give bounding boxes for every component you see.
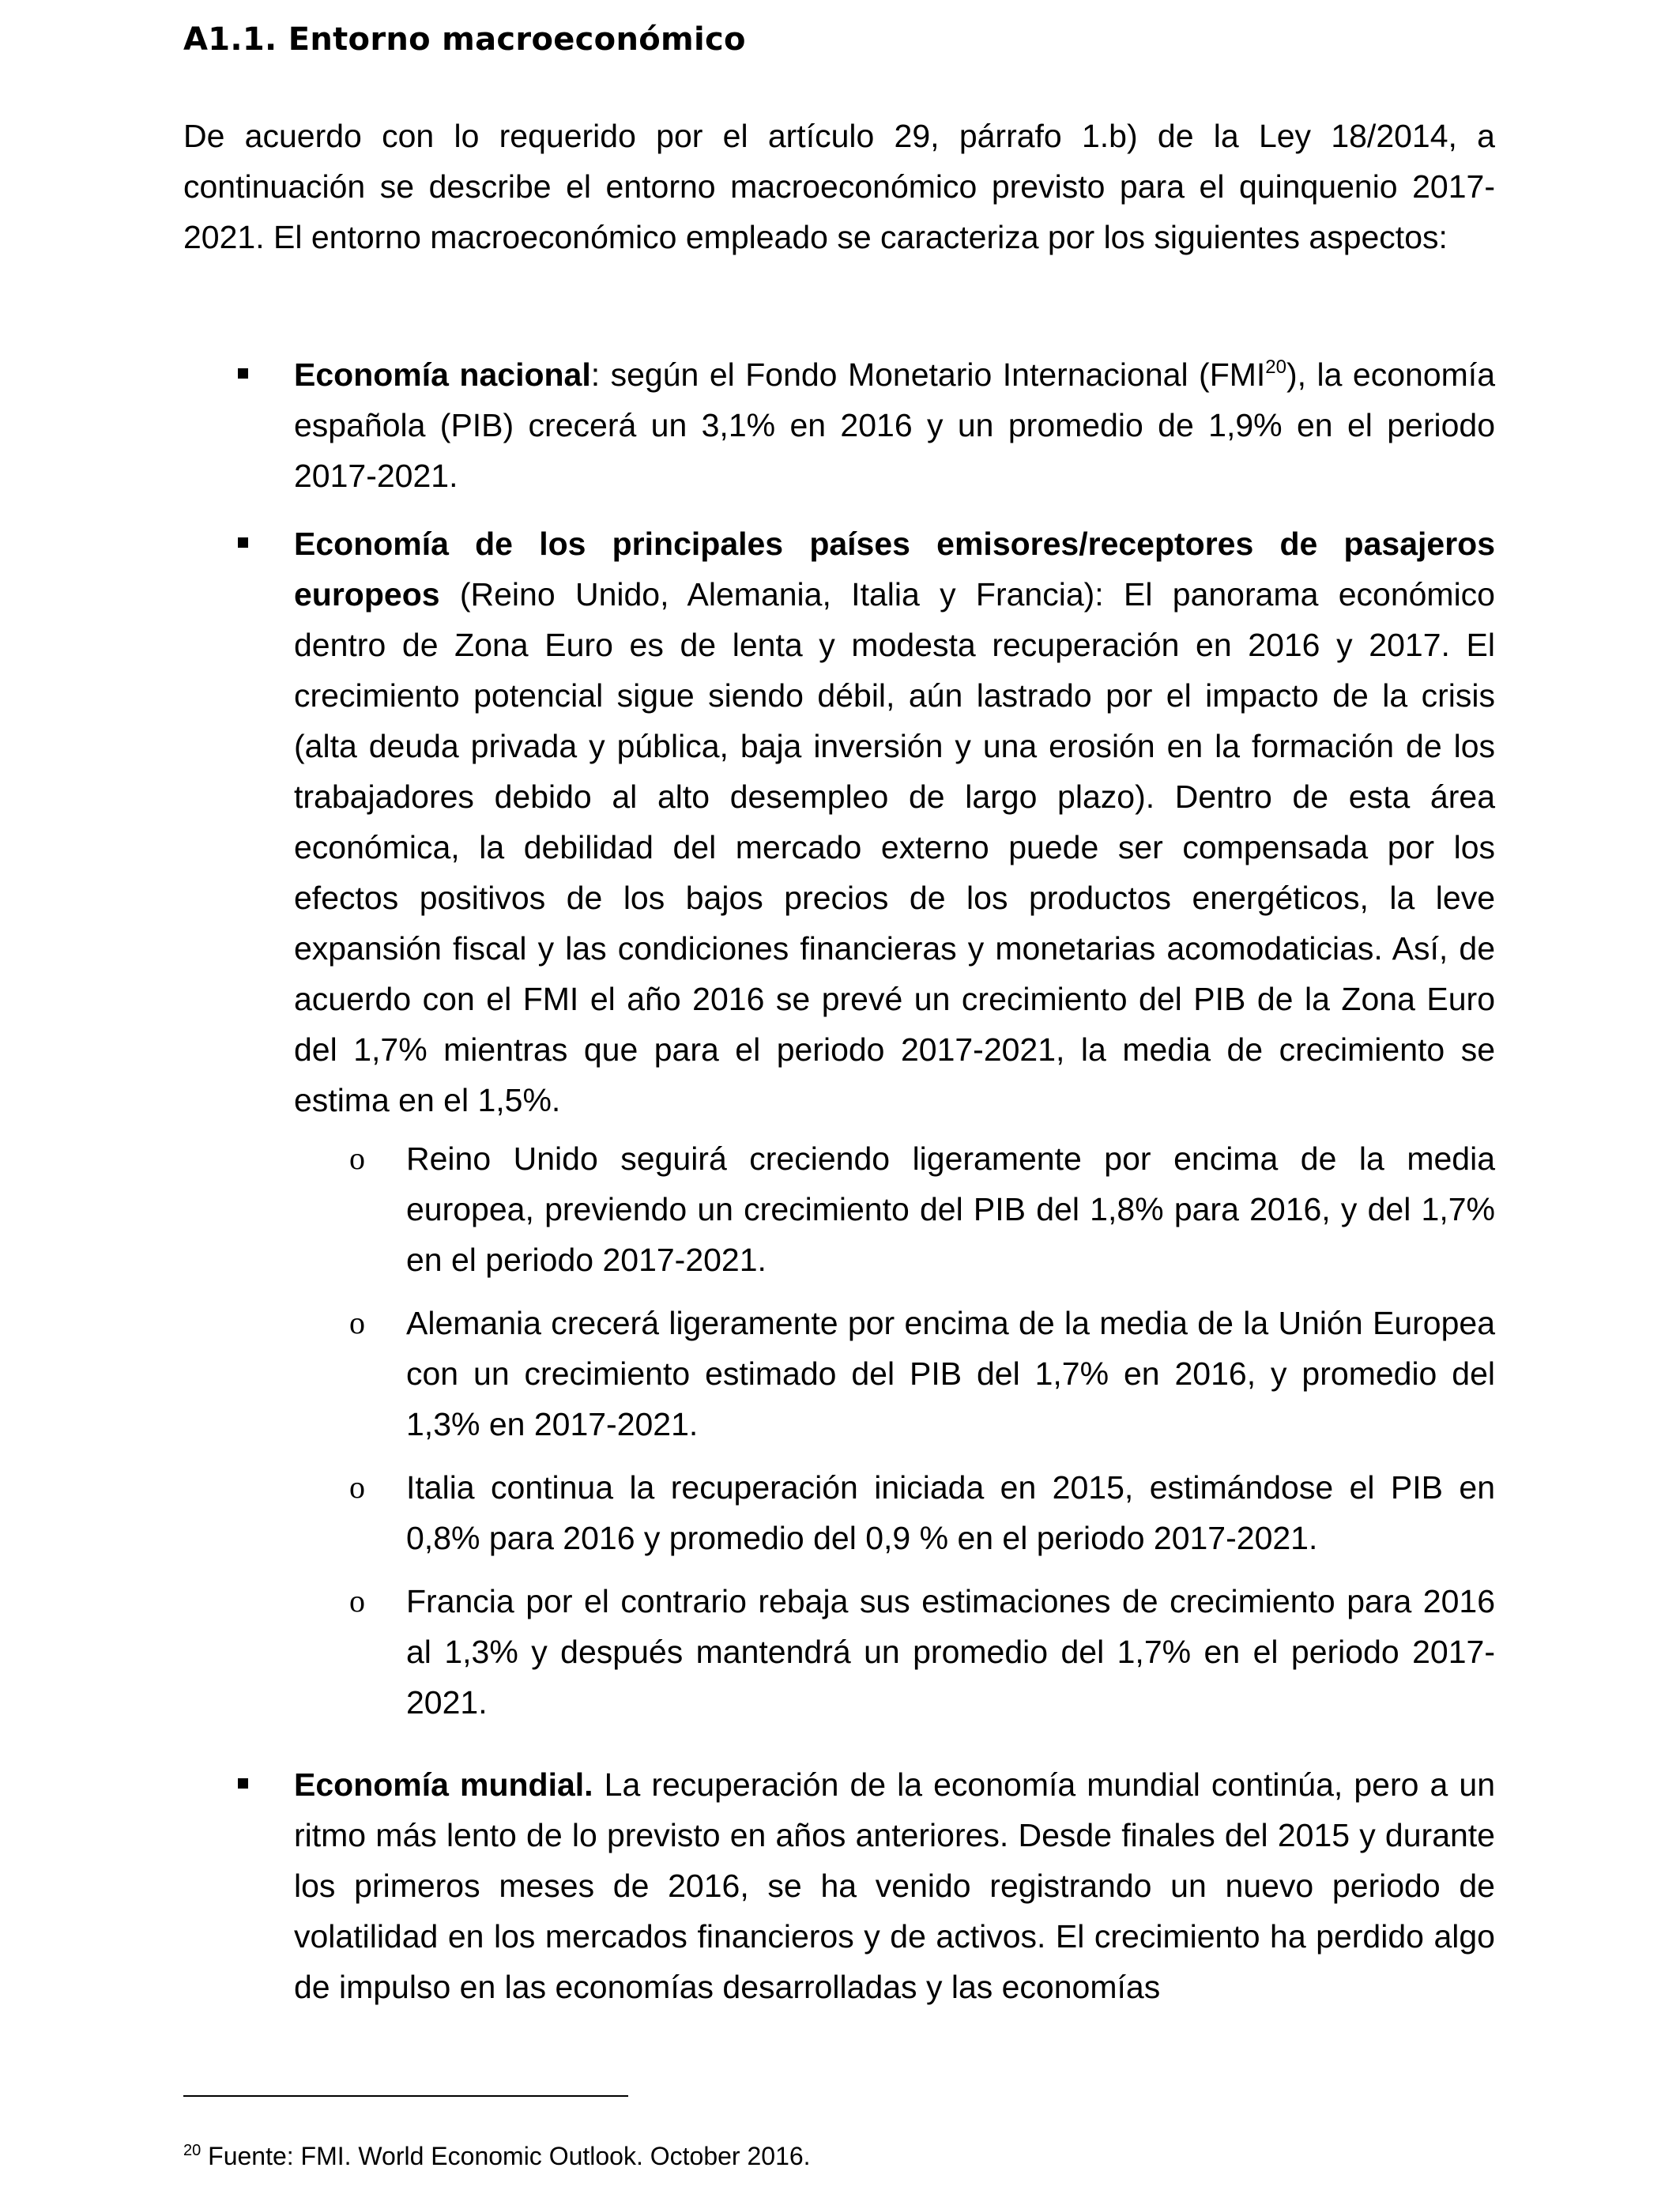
footnote-number: 20 <box>183 2142 202 2159</box>
section-heading: A1.1. Entorno macroeconómico <box>183 21 746 58</box>
bullet-paragraph <box>294 1759 1495 2012</box>
sub-item-text: Italia continua la recuperación iniciada en 2015, estimándose el PIB en 0,8% para 2016 y promedio del 0,9 % en el periodo 2017-2021. <box>406 1469 1495 1556</box>
bullet-lead: Economía nacional <box>294 356 591 393</box>
square-bullet-icon <box>238 537 248 548</box>
bullet-text: : según el Fondo Monetario Internacional (FMI <box>590 356 1266 393</box>
sub-item-reino-unido <box>349 1133 1495 1285</box>
sub-item-text: Alemania crecerá ligeramente por encima de la media de la Unión Europea con un crecimiento estimado del PIB del 1,7% en 2016, y promedio del 1,3% en 2017-2021. <box>406 1305 1495 1442</box>
footnote-separator <box>183 2095 628 2097</box>
bullet-text-continued: ), la economía española (PIB) crecerá un 3,1% en 2016 y un promedio de 1,9% en el periodo 2017-2021. <box>294 356 1495 494</box>
bullet-text: (Reino Unido, Alemania, Italia y Francia): El panorama económico dentro de Zona Euro es de lenta y modesta recuperación en 2016 y 2017. El crecimiento potencial sigue siendo débil, aún lastrado por el impacto de la crisis (alta deuda privada y pública, baja inversión y una erosión en la formación de los trabajadores debido al alto desempleo de largo plazo). Dentro de esta área económica, la debilidad del mercado externo puede ser compensada por los efectos positivos de los bajos precios de los productos energéticos, la leve expansión fiscal y las condiciones financieras y monetarias acomodaticias. Así, de acuerdo con el FMI el año 2016 se prevé un crecimiento del PIB de la Zona Euro del 1,7% mientras que para el periodo 2017-2021, la media de crecimiento se estima en el 1,5%. <box>294 576 1495 1118</box>
sub-item-alemania <box>349 1298 1495 1449</box>
footnote-text: Fuente: FMI. World Economic Outlook. October 2016. <box>201 2142 811 2170</box>
bullet-paragraph <box>294 349 1495 501</box>
circle-bullet-icon: o <box>349 1140 365 1176</box>
country-sublist <box>294 1133 1495 1728</box>
bullet-paragraph <box>294 518 1495 1125</box>
sub-item-text: Reino Unido seguirá creciendo ligeramente por encima de la media europea, previendo un crecimiento del PIB del 1,8% para 2016, y del 1,7% en el periodo 2017-2021. <box>406 1140 1495 1278</box>
footnote <box>183 2139 1448 2173</box>
bullet-text: La recuperación de la economía mundial continúa, pero a un ritmo más lento de lo previsto en años anteriores. Desde finales del 2015 y durante los primeros meses de 2016, se ha venido registrando un nuevo periodo de volatilidad en los mercados financieros y de activos. El crecimiento ha perdido algo de impulso en las economías desarrolladas y las economías <box>294 1766 1495 2005</box>
bullet-lead: Economía mundial. <box>294 1766 593 1803</box>
sub-item-text: Francia por el contrario rebaja sus estimaciones de crecimiento para 2016 al 1,3% y después mantendrá un promedio del 1,7% en el periodo 2017-2021. <box>406 1583 1495 1721</box>
square-bullet-icon <box>238 1778 248 1789</box>
circle-bullet-icon: o <box>349 1305 365 1340</box>
bullet-list <box>0 349 1680 2030</box>
intro-paragraph: De acuerdo con lo requerido por el artículo 29, párrafo 1.b) de la Ley 18/2014, a continuación se describe el entorno macroeconómico previsto para el quinquenio 2017-2021. El entorno macroeconómico empleado se caracteriza por los siguientes aspectos: <box>183 118 1495 255</box>
circle-bullet-icon: o <box>349 1583 365 1619</box>
sub-item-francia <box>349 1576 1495 1728</box>
footnote-reference: 20 <box>1265 356 1286 378</box>
circle-bullet-icon: o <box>349 1469 365 1505</box>
bullet-item-economia-nacional <box>294 349 1495 501</box>
sub-item-italia <box>349 1462 1495 1563</box>
bullet-item-economia-mundial <box>294 1759 1495 2012</box>
bullet-item-economia-europea <box>294 518 1495 1728</box>
bullet-lead: Economía de los principales países emisores/receptores de pasajeros europeos <box>294 526 1495 613</box>
square-bullet-icon <box>238 368 248 379</box>
